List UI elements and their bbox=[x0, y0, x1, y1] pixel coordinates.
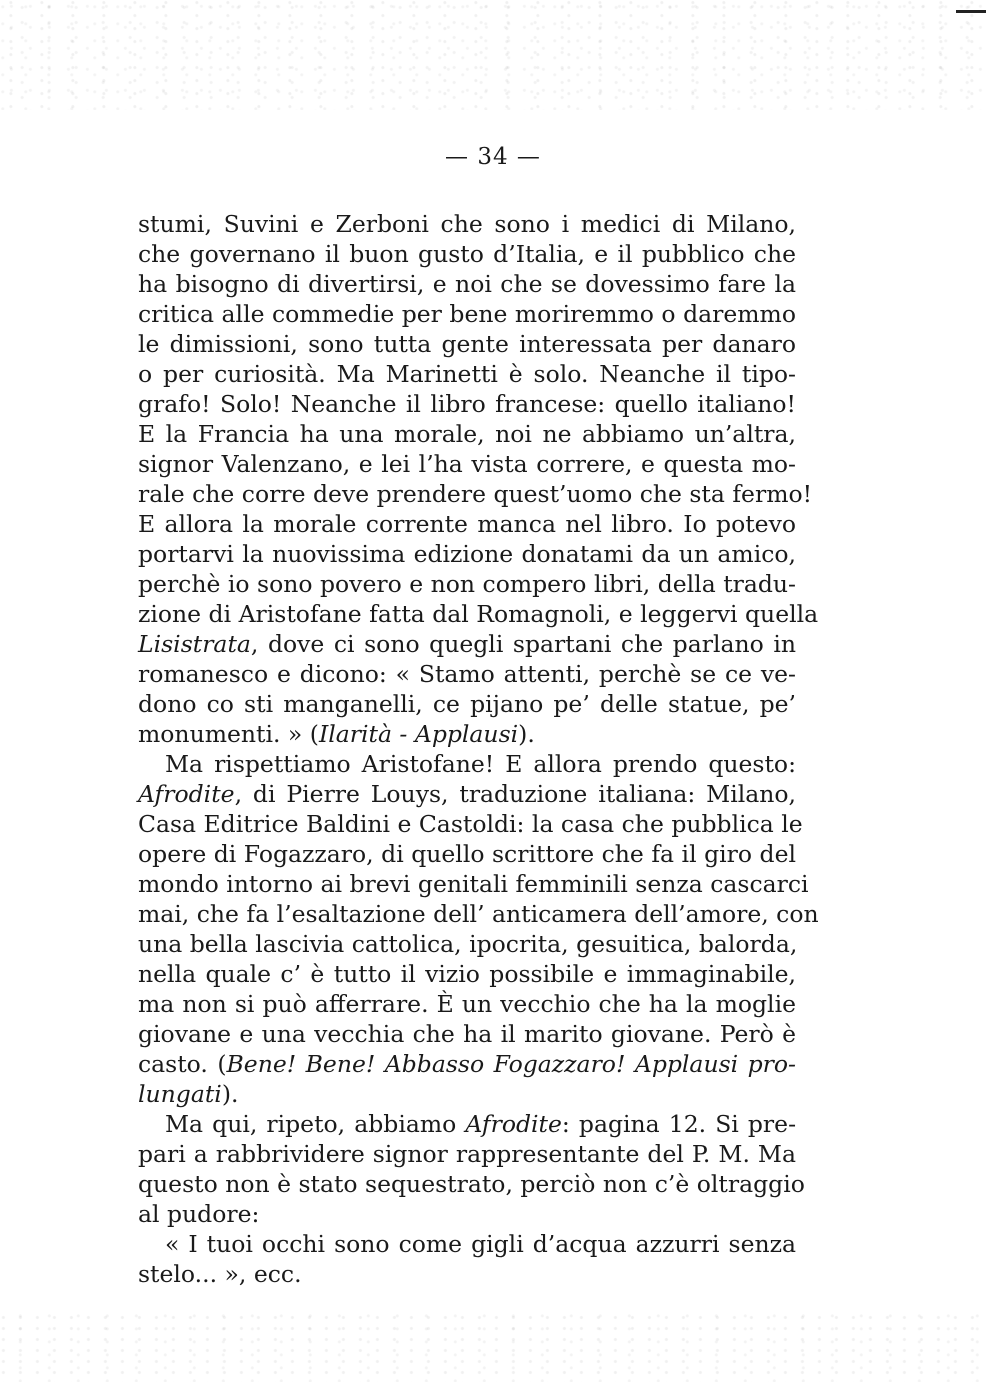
text-line bbox=[138, 749, 796, 779]
text-run: mai, che fa l’esaltazione dell’ anticamera dell’amore, con bbox=[138, 900, 819, 928]
text-run: che governano il buon gusto d’Italia, e il pubblico che bbox=[138, 240, 796, 268]
text-line bbox=[138, 509, 796, 539]
text-line bbox=[138, 209, 796, 239]
text-run: le dimissioni, sono tutta gente interessata per danaro bbox=[138, 330, 796, 358]
text-run: Ma qui, ripeto, abbiamo bbox=[165, 1110, 466, 1138]
text-run: al pudore: bbox=[138, 1200, 260, 1228]
text-run: : pagina 12. Si pre- bbox=[561, 1110, 797, 1138]
text-run: o per curiosità. Ma Marinetti è solo. Neanche il tipo- bbox=[138, 360, 796, 388]
text-run: rale che corre deve prendere quest’uomo che sta fermo! bbox=[138, 480, 813, 508]
text-line bbox=[138, 899, 819, 929]
text-run: pari a rabbrividere signor rappresentante del P. M. Ma bbox=[138, 1140, 796, 1168]
text-run: signor Valenzano, e lei l’ha vista correre, e questa mo- bbox=[138, 450, 796, 478]
text-run: monumenti. » ( bbox=[138, 720, 319, 748]
text-run: « I tuoi occhi sono come gigli d’acqua azzurri senza bbox=[165, 1230, 796, 1258]
text-run: zione di Aristofane fatta dal Romagnoli, e leggervi quella bbox=[138, 600, 819, 628]
text-run: ma non si può afferrare. È un vecchio che ha la moglie bbox=[138, 990, 796, 1018]
text-line bbox=[138, 1199, 796, 1229]
text-run: giovane e una vecchia che ha il marito giovane. Però è bbox=[138, 1020, 796, 1048]
text-run: grafo! Solo! Neanche il libro francese: quello italiano! bbox=[138, 390, 796, 418]
text-line bbox=[138, 839, 796, 869]
text-run: portarvi la nuovissima edizione donatami da un amico, bbox=[138, 540, 796, 568]
text-line bbox=[138, 869, 809, 899]
text-line bbox=[138, 539, 796, 569]
text-line bbox=[138, 1019, 796, 1049]
text-line bbox=[138, 629, 796, 659]
text-run: romanesco e dicono: « Stamo attenti, perchè se ce ve- bbox=[138, 660, 796, 688]
text-line bbox=[138, 569, 796, 599]
text-run: ha bisogno di divertirsi, e noi che se dovessimo fare la bbox=[138, 270, 796, 298]
text-run: mondo intorno ai brevi genitali femminili senza cascarci bbox=[138, 870, 809, 898]
scan-corner-mark bbox=[956, 10, 986, 13]
italic-text: lungati bbox=[138, 1080, 222, 1108]
text-line bbox=[138, 689, 796, 719]
text-run: dono co sti manganelli, ce pijano pe’ delle statue, pe’ bbox=[138, 690, 796, 718]
italic-text: Lisistrata bbox=[138, 630, 251, 658]
text-line bbox=[138, 269, 796, 299]
text-run: ). bbox=[221, 1080, 239, 1108]
text-run: , dove ci sono quegli spartani che parlano in bbox=[250, 630, 796, 658]
text-line bbox=[138, 779, 796, 809]
text-line bbox=[138, 359, 796, 389]
text-run: nella quale c’ è tutto il vizio possibile e immaginabile, bbox=[138, 960, 796, 988]
italic-text: Bene! Bene! Abbasso Fogazzaro! Applausi pro- bbox=[226, 1050, 796, 1078]
text-line bbox=[138, 1049, 796, 1079]
text-line bbox=[138, 1259, 796, 1289]
italic-text: Ilarità - Applausi bbox=[318, 720, 519, 748]
text-run: perchè io sono povero e non compero libri, della tradu- bbox=[138, 570, 796, 598]
text-run: critica alle commedie per bene moriremmo o daremmo bbox=[138, 300, 796, 328]
text-run: questo non è stato sequestrato, perciò non c’è oltraggio bbox=[138, 1170, 805, 1198]
text-line bbox=[138, 1229, 796, 1259]
text-line bbox=[138, 479, 813, 509]
text-run: una bella lascivia cattolica, ipocrita, gesuitica, balorda, bbox=[138, 930, 798, 958]
text-line bbox=[138, 929, 796, 959]
page-number: — 34 — bbox=[445, 144, 541, 170]
text-line bbox=[138, 299, 796, 329]
text-run: , di Pierre Louys, traduzione italiana: Milano, bbox=[234, 780, 796, 808]
text-line bbox=[138, 809, 803, 839]
text-line bbox=[138, 1139, 796, 1169]
text-line bbox=[138, 659, 796, 689]
body-text bbox=[138, 209, 819, 1289]
text-run: Ma rispettiamo Aristofane! E allora prendo questo: bbox=[165, 750, 796, 778]
scan-noise-bottom bbox=[0, 1312, 986, 1382]
text-line bbox=[138, 599, 819, 629]
scan-noise-top bbox=[0, 0, 986, 110]
text-run: ). bbox=[518, 720, 535, 748]
italic-text: Afrodite bbox=[138, 780, 235, 808]
text-run: casto. ( bbox=[138, 1050, 227, 1078]
text-run: E la Francia ha una morale, noi ne abbiamo un’altra, bbox=[138, 420, 796, 448]
text-line bbox=[138, 329, 796, 359]
text-line bbox=[138, 1079, 796, 1109]
text-line bbox=[138, 389, 796, 419]
text-line bbox=[138, 989, 796, 1019]
text-line bbox=[138, 239, 796, 269]
text-run: E allora la morale corrente manca nel libro. Io potevo bbox=[138, 510, 796, 538]
text-run: Casa Editrice Baldini e Castoldi: la casa che pubblica le bbox=[138, 810, 803, 838]
text-line bbox=[138, 419, 796, 449]
text-line bbox=[138, 449, 796, 479]
text-line bbox=[138, 1109, 796, 1139]
text-line bbox=[138, 719, 796, 749]
text-line bbox=[138, 1169, 805, 1199]
text-run: stumi, Suvini e Zerboni che sono i medici di Milano, bbox=[138, 210, 796, 238]
text-line bbox=[138, 959, 796, 989]
text-run: opere di Fogazzaro, di quello scrittore che fa il giro del bbox=[138, 840, 796, 868]
text-run: stelo... », ecc. bbox=[138, 1260, 302, 1288]
italic-text: Afrodite bbox=[465, 1110, 562, 1138]
